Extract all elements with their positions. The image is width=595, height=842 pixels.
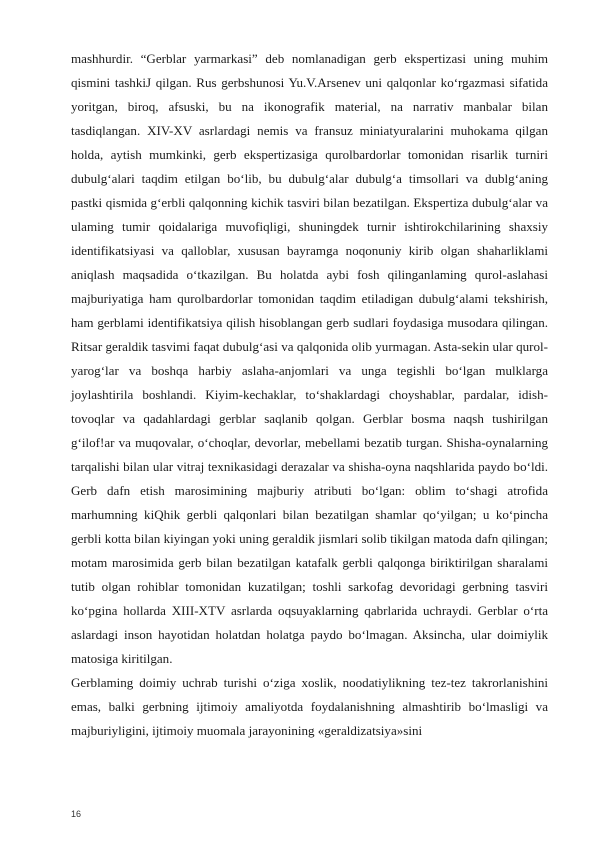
paragraph-2: Gerblaming doimiy uchrab turishi o‘ziga xoslik, noodatiylikning tez-tez takrorlanishini emas, balki gerbning ijtimoiy amaliyotda foydalanishning almashtirib bo‘lmasligi va majburiyligini, ijtimoiy muomala jarayonining «geraldizatsiya»sini (71, 675, 548, 738)
paragraph-1: mashhurdir. “Gerblar yarmarkasi” deb nomlanadigan gerb ekspertizasi uning muhim qismini tashkiJ qilgan. Rus gerbshunosi Yu.V.Arsenev uni qalqonlar ko‘rgazmasi sifatida yoritgan, biroq, afsuski, bu na ikonografik material, na narrativ manbalar bilan tasdiqlangan. XIV-XV asrlardagi nemis va fransuz miniatyuralarini muhokama qilgan holda, aytish mumkinki, gerb ekspertizasiga qurolbardorlar tomonidan risarlik turniri dubulg‘alari taqdim etilgan bo‘lib, bu dubulg‘alar dubulg‘a timsollari va dublg‘aning pastki qismida g‘erbli qalqonning kichik tasviri bilan bezatilgan. Ekspertiza dubulg‘alar va ulaming tumir qoidalariga muvofiqligi, shuningdek turnir ishtirokchilarining shaxsiy identifikatsiyasi va qalloblar, xususan bayramga noqonuniy kirib olgan shaharliklami aniqlash maqsadida o‘tkazilgan. Bu holatda aybi fosh qilinganlaming qurol-aslahasi majburiyatiga ham qurolbardorlar tomonidan taqdim etiladigan dubulg‘alami tekshirish, ham gerblami identifikatsiya qilish hisoblangan gerb sudlari foydasiga musodara qilingan. Ritsar geraldik tasvimi faqat dubulg‘asi va qalqonida olib yurmagan. Asta-sekin ular qurol-yarog‘lar va boshqa harbiy aslaha-anjomlari va unga tegishli bo‘lgan mulklarga joylashtirila boshlandi. Kiyim-kechaklar, to‘shaklardagi choyshablar, pardalar, idish-tovoqlar va qadahlardagi gerblar saqlanib qolgan. Gerblar bosma naqsh tushirilgan g‘ilof!ar va muqovalar, o‘choqlar, devorlar, mebellami bezatib turgan. Shisha-oynalarning tarqalishi bilan ular vitraj texnikasidagi derazalar va shisha-oyna naqshlarida paydo bo‘ldi. Gerb dafn etish marosimining majburiy atributi bo‘lgan: oblim to‘shagi atrofida marhumning kiQhik gerbli qalqonlari bilan bezatilgan shamlar qo‘yilgan; u ko‘pincha gerbli kotta bilan kiyingan yoki uning geraldik jismlari solib tikilgan matoda dafn qilingan; motam marosimida gerb bilan bezatilgan katafalk gerbli qalqonga biriktirilgan sharalami tutib olgan rohiblar tomonidan kuzatilgan; toshli sarkofag devoridagi gerbning tasviri ko‘pgina hollarda XIII-XTV asrlarda oqsuyaklarning qabrlarida uchraydi. Gerblar o‘rta aslardagi inson hayotidan holatdan holatga paydo bo‘lmagan. Aksincha, ular doimiylik matosiga kiritilgan. (71, 51, 548, 666)
body-text (71, 47, 548, 743)
page-number: 16 (71, 809, 82, 819)
